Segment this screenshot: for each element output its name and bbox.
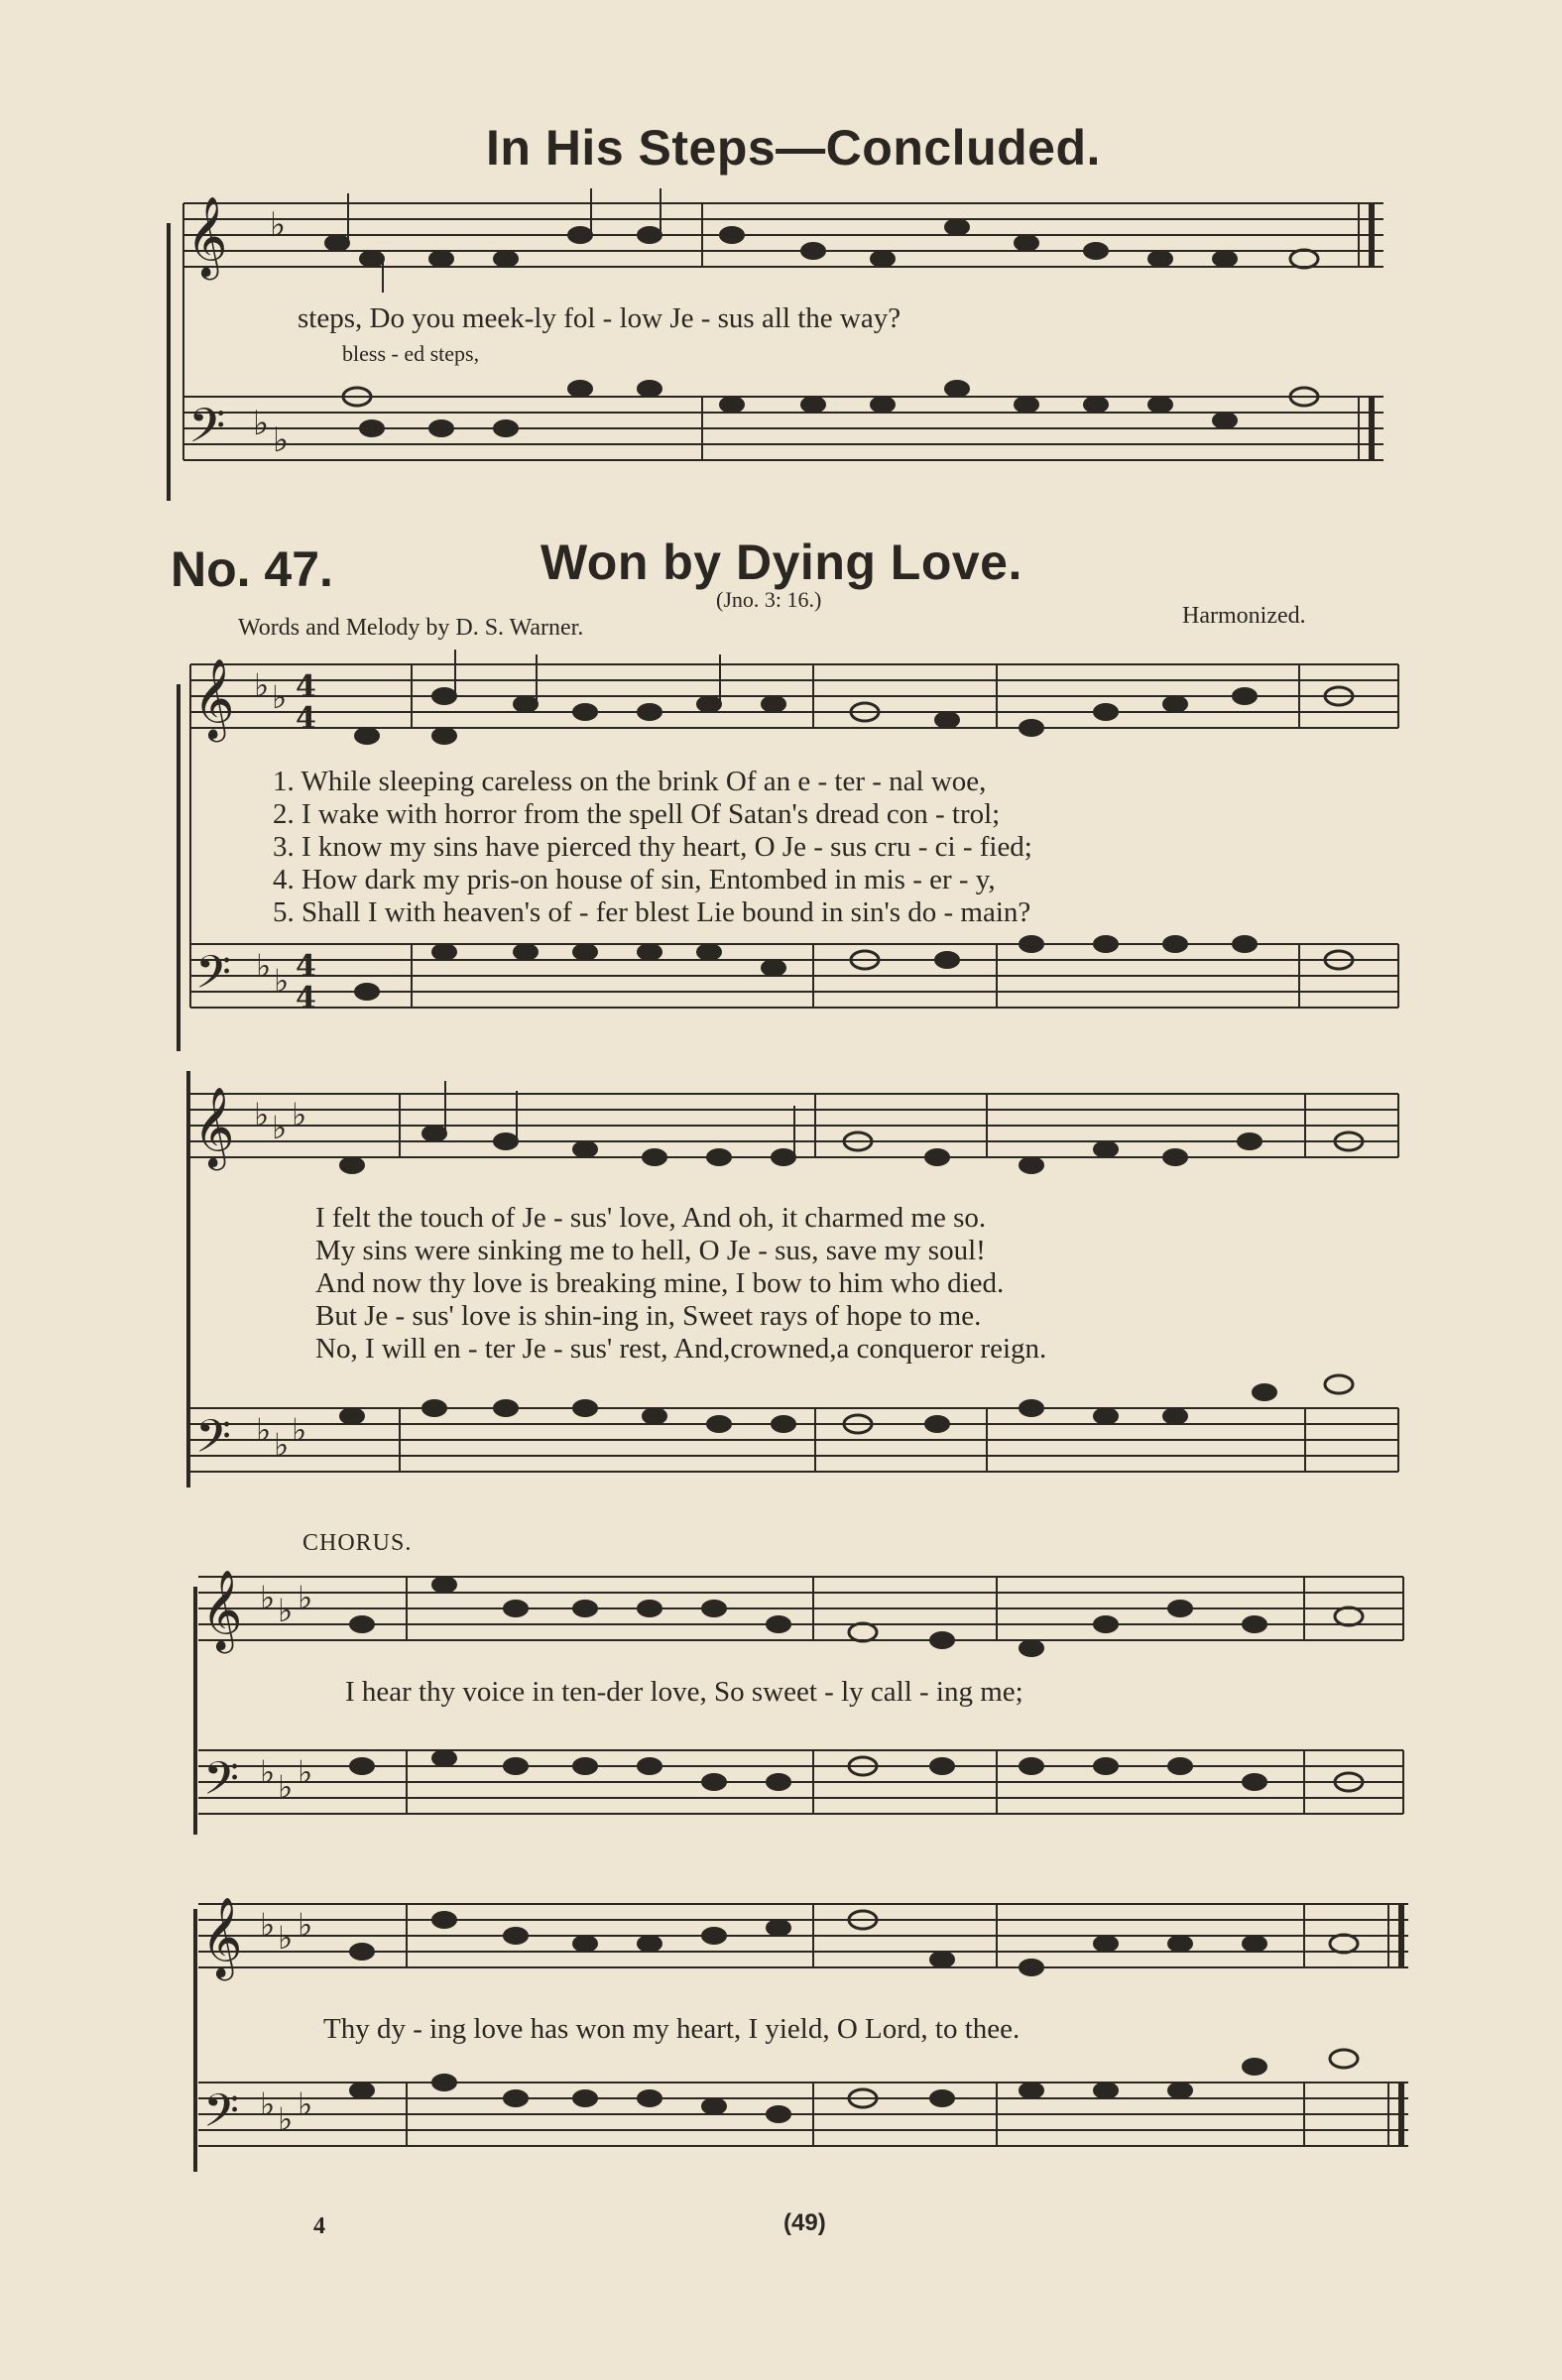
chorus-label: CHORUS. — [302, 1530, 413, 1556]
svg-text:♭: ♭ — [298, 1906, 313, 1944]
verse-line: 4. How dark my pris-on house of sin, Entombed in mis - er - y, — [273, 864, 996, 895]
svg-text:♭: ♭ — [278, 1768, 294, 1806]
svg-text:♭: ♭ — [278, 1919, 294, 1957]
svg-text:♭: ♭ — [253, 406, 270, 442]
verse-line: But Je - sus' love is shin-ing in, Sweet rays of hope to me. — [315, 1300, 982, 1332]
svg-text:♭: ♭ — [260, 1753, 276, 1791]
svg-text:♭: ♭ — [254, 666, 270, 704]
svg-text:♭: ♭ — [270, 207, 287, 244]
svg-text:𝄢: 𝄢 — [188, 398, 226, 465]
verse-line: And now thy love is breaking mine, I bow to him who died. — [315, 1267, 1005, 1299]
svg-text:♭: ♭ — [260, 1579, 276, 1616]
verse-line: I felt the touch of Je - sus' love, And oh, it charmed me so. — [315, 1202, 987, 1234]
svg-text:♭: ♭ — [292, 1096, 307, 1133]
chorus-lyrics-line-2: Thy dy - ing love has won my heart, I yield, O Lord, to thee. — [323, 2013, 1021, 2045]
svg-text:♭: ♭ — [274, 962, 290, 1000]
hymn-credit: Words and Melody by D. S. Warner. — [238, 615, 584, 641]
chorus-lyrics-line-1: I hear thy voice in ten-der love, So sweet - ly call - ing me; — [345, 1676, 1023, 1708]
svg-text:♭: ♭ — [298, 1753, 313, 1791]
hymn-title: Won by Dying Love. — [541, 535, 1022, 590]
verse-line: 1. While sleeping careless on the brink Of an e - ter - nal woe, — [273, 766, 987, 797]
svg-text:♭: ♭ — [254, 1096, 270, 1133]
svg-text:♭: ♭ — [292, 1411, 307, 1449]
harmonized-label: Harmonized. — [1182, 603, 1306, 629]
svg-text:4: 4 — [296, 701, 316, 736]
signature-mark: 4 — [313, 2213, 325, 2239]
prev-lyrics-line-2: bless - ed steps, — [342, 341, 480, 366]
svg-text:4: 4 — [296, 981, 316, 1015]
page-number: (49) — [783, 2209, 826, 2236]
svg-text:𝄞: 𝄞 — [186, 195, 228, 277]
verses-part-2 — [315, 1202, 1046, 1366]
svg-text:𝄞: 𝄞 — [193, 657, 235, 739]
svg-text:♭: ♭ — [298, 1579, 313, 1616]
svg-text:𝄞: 𝄞 — [193, 1086, 235, 1167]
scripture-reference: (Jno. 3: 16.) — [716, 587, 822, 612]
svg-text:𝄞: 𝄞 — [201, 1569, 243, 1650]
continued-title: In His Steps—Concluded. — [486, 120, 1101, 176]
svg-text:4: 4 — [296, 949, 316, 984]
svg-text:𝄢: 𝄢 — [195, 946, 232, 1011]
verse-line: My sins were sinking me to hell, O Je - sus, save my soul! — [315, 1235, 986, 1266]
svg-text:𝄢: 𝄢 — [203, 2084, 240, 2149]
verse-line: No, I will en - ter Je - sus' rest, And,crowned,a conqueror reign. — [315, 1333, 1047, 1365]
svg-text:♭: ♭ — [272, 1109, 288, 1146]
verse-line: 3. I know my sins have pierced thy heart, O Je - sus cru - ci - fied; — [273, 831, 1032, 863]
svg-text:♭: ♭ — [278, 2100, 294, 2138]
svg-text:♭: ♭ — [256, 1411, 272, 1449]
hymn-number: No. 47. — [171, 541, 333, 597]
svg-text:♭: ♭ — [272, 678, 288, 716]
verse-line: 2. I wake with horror from the spell Of Satan's dread con - trol; — [273, 798, 1001, 830]
svg-text:𝄢: 𝄢 — [203, 1752, 240, 1817]
prev-lyrics-line-1: steps, Do you meek-ly fol - low Je - sus all the way? — [298, 302, 901, 334]
svg-text:♭: ♭ — [274, 1426, 290, 1464]
svg-text:♭: ♭ — [260, 1906, 276, 1944]
svg-text:♭: ♭ — [260, 2085, 276, 2123]
svg-text:♭: ♭ — [273, 422, 290, 459]
svg-text:♭: ♭ — [256, 947, 272, 985]
svg-text:4: 4 — [296, 669, 316, 704]
svg-text:♭: ♭ — [278, 1592, 294, 1629]
svg-text:♭: ♭ — [298, 2085, 313, 2123]
verse-line: 5. Shall I with heaven's of - fer blest Lie bound in sin's do - main? — [273, 896, 1031, 928]
svg-text:𝄢: 𝄢 — [195, 1410, 232, 1475]
svg-text:𝄞: 𝄞 — [201, 1896, 243, 1977]
verses-part-1 — [273, 766, 1032, 929]
